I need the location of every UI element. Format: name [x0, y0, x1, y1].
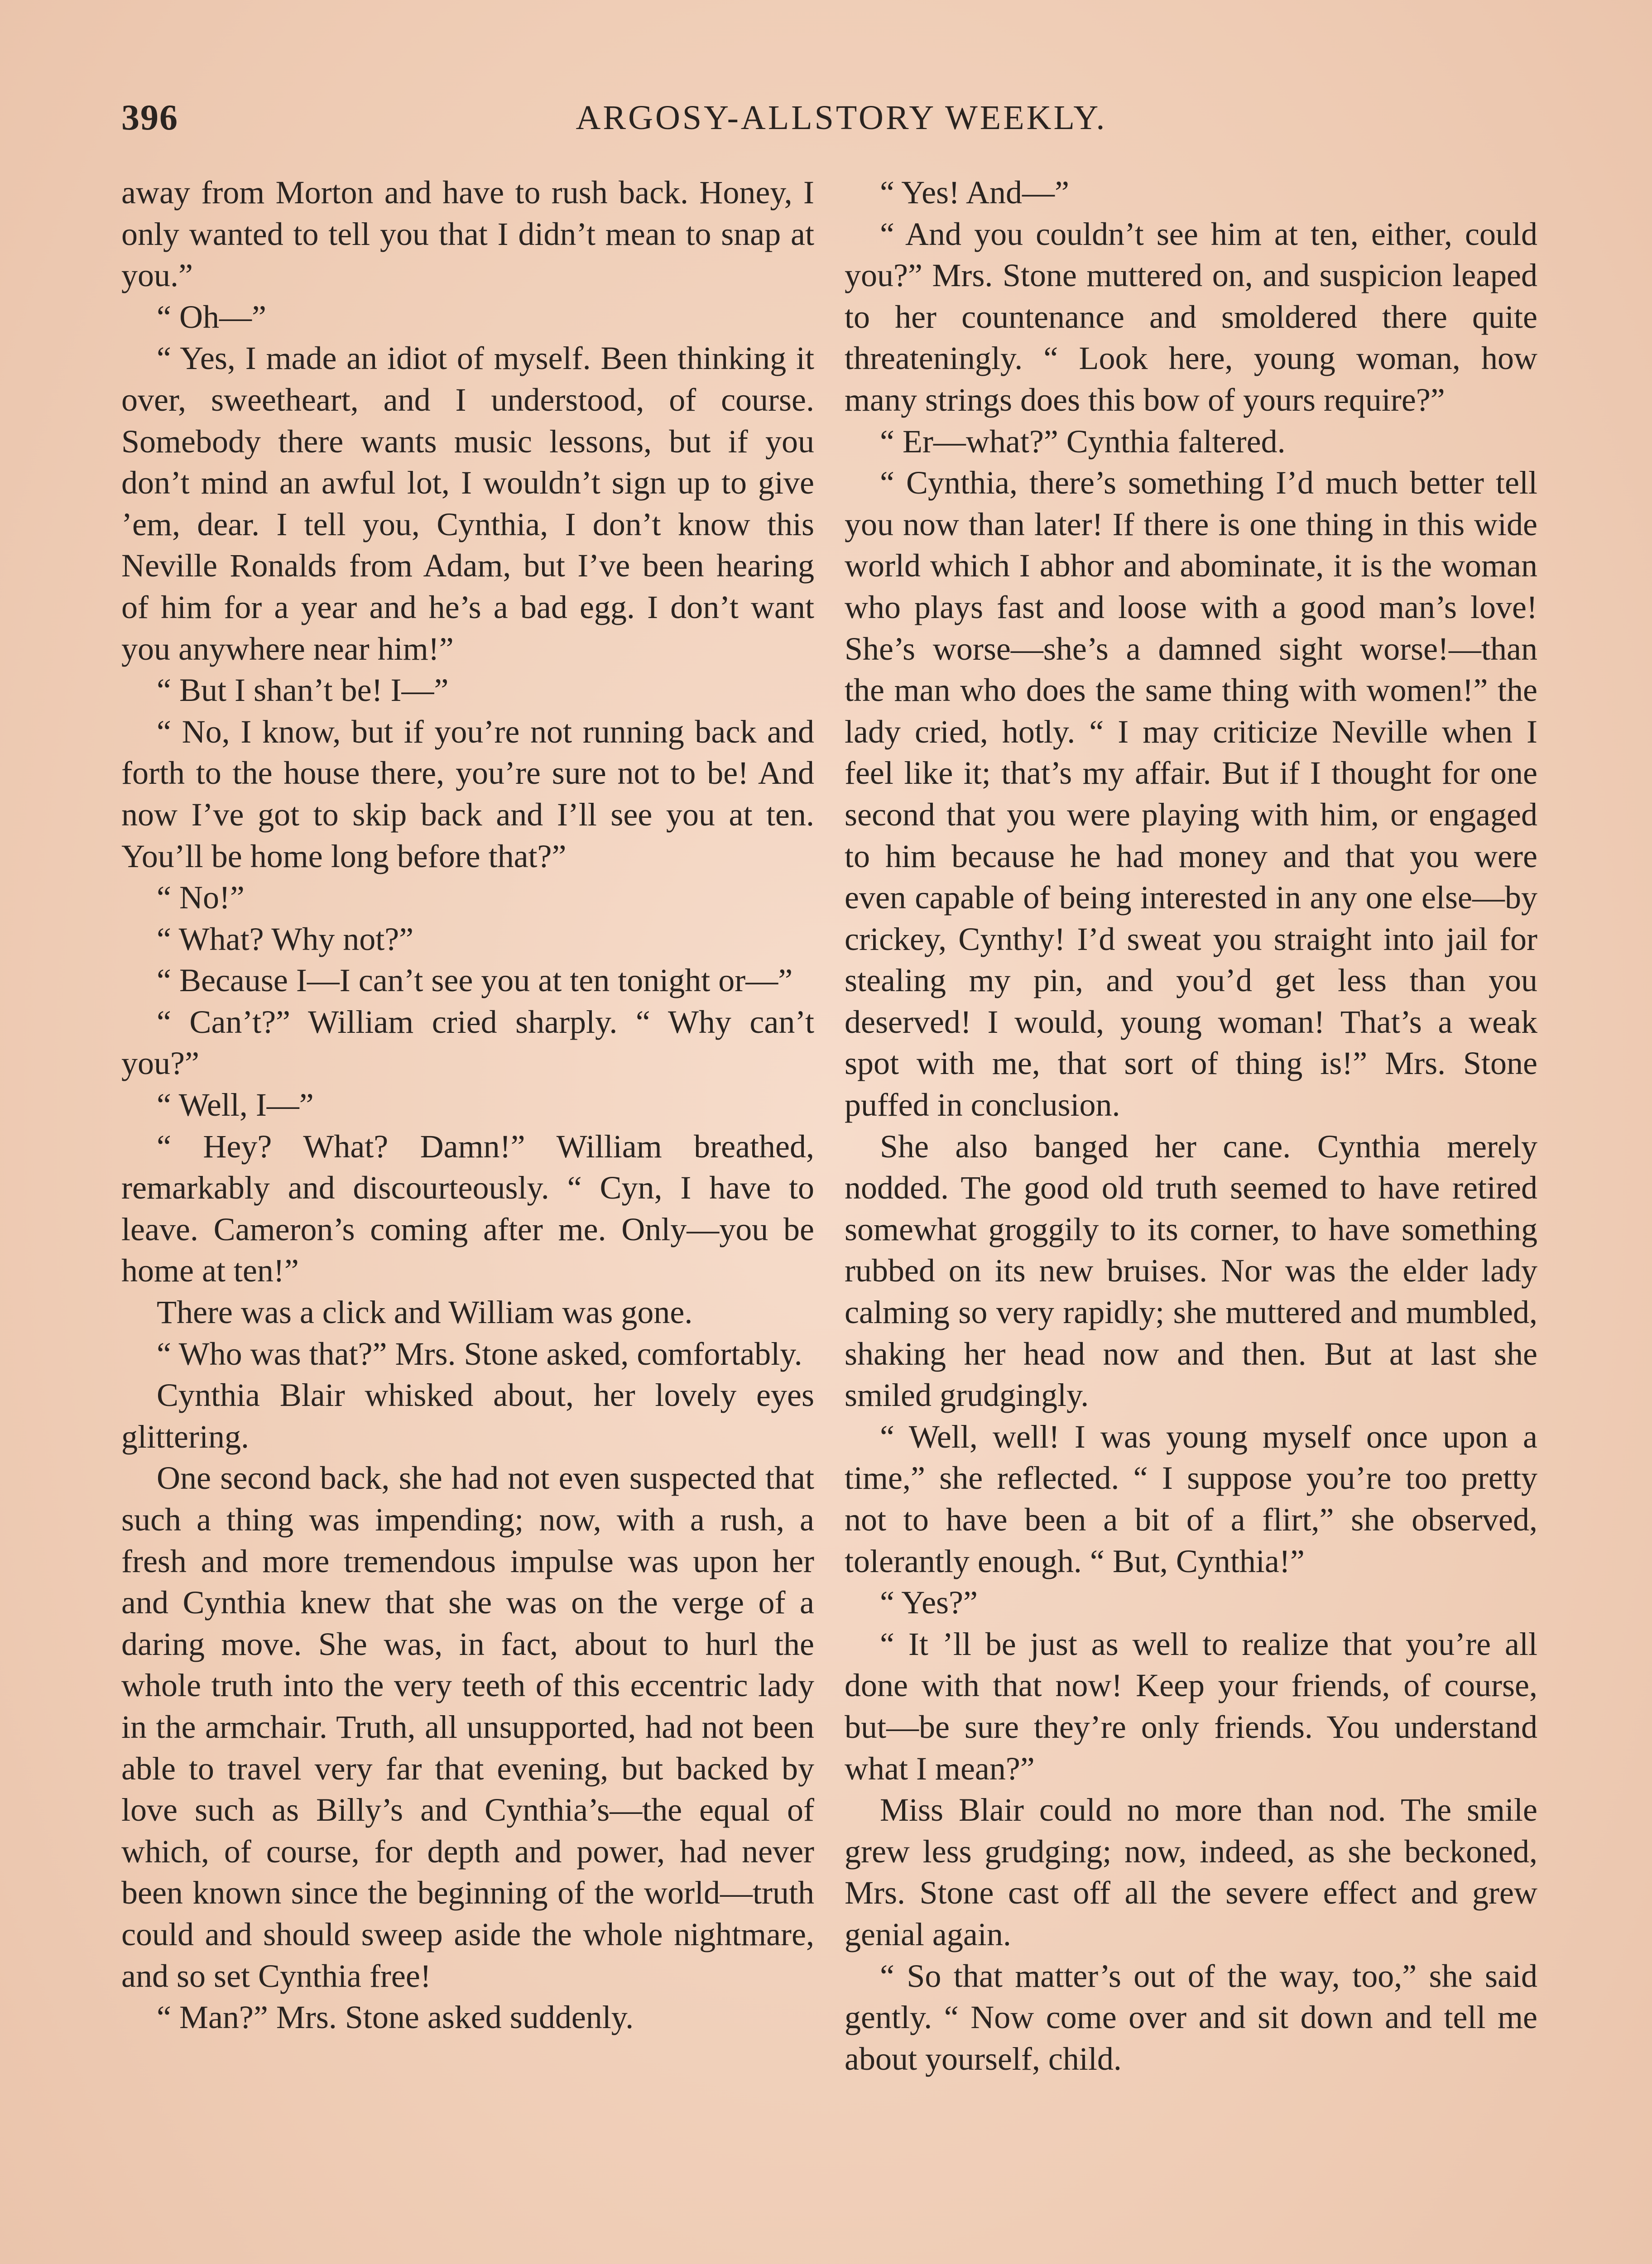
page-header: [121, 91, 1561, 145]
paragraph: “ It ’ll be just as well to realize that you’re all done with that now! Keep your friends, of course, but—be sure they’re only friends. You understand what I mean?”: [845, 1626, 1537, 1787]
paragraph: “ What? Why not?”: [157, 921, 414, 957]
paragraph: “ Well, well! I was young myself once upon a time,” she reflected. “ I suppose you’re too pretty not to have been a bit of a flirt,” she observed, tolerantly enough. “ But, Cynthia!”: [845, 1418, 1537, 1579]
paragraph: “ Cynthia, there’s something I’d much better tell you now than later! If there is one thing in this wide world which I abhor and abominate, it is the woman who plays fast and loose with a good man’s love! She’s worse—she’s a damned sight worse!—than the man who does the same thing with women!” the lady cried, hotly. “ I may criticize Neville when I feel like it; that’s my affair. But if I thought for one second that you were playing with him, or engaged to him because he had money and that you were even capable of being interested in any one else—by crickey, Cynthy! I’d sweat you straight into jail for stealing my pin, and you’d get less than you deserved! I would, young woman! That’s a weak spot with me, that sort of thing is!” Mrs. Stone puffed in conclusion.: [845, 465, 1537, 1123]
paragraph: “ Man?” Mrs. Stone asked suddenly.: [157, 1999, 634, 2036]
paragraph: Cynthia Blair whisked about, her lovely eyes glittering.: [121, 1377, 814, 1455]
paragraph: “ No!”: [157, 879, 245, 916]
paragraph: “ Well, I—”: [157, 1087, 314, 1123]
paragraph: “ Oh—”: [157, 298, 266, 335]
paragraph: “ But I shan’t be! I—”: [157, 672, 449, 709]
paragraph: “ Er—what?” Cynthia faltered.: [880, 423, 1286, 460]
paragraph: “ Yes?”: [880, 1584, 978, 1621]
paragraph: “ So that matter’s out of the way, too,” she said gently. “ Now come over and sit down and tell me about yourself, child.: [845, 1957, 1537, 2077]
paragraph: One second back, she had not even suspected that such a thing was impending; now, with a rush, a fresh and more tremendous impulse was upon her and Cynthia knew that she was on the verge of a daring move. She was, in fact, about to hurl the whole truth into the very teeth of this eccentric lady in the armchair. Truth, all unsupported, had not been able to travel very far that evening, but backed by love such as Billy’s and Cynthia’s—the equal of which, of course, for depth and power, had never been known since the beginning of the world—truth could and should sweep aside the whole nightmare, and so set Cynthia free!: [121, 1460, 814, 1994]
paragraph: “ Can’t?” William cried sharply. “ Why can’t you?”: [121, 1003, 814, 1082]
paragraph: “ Yes, I made an idiot of myself. Been thinking it over, sweetheart, and I understood, of course. Somebody there wants music lessons, but if you don’t mind an awful lot, I wouldn’t sign up to give ’em, dear. I tell you, Cynthia, I don’t know this Neville Ronalds from Adam, but I’ve been hearing of him for a year and he’s a bad egg. I don’t want you anywhere near him!”: [121, 340, 814, 667]
running-head: ARGOSY-ALLSTORY WEEKLY.: [576, 99, 1107, 137]
paragraph: away from Morton and have to rush back. Honey, I only wanted to tell you that I didn’t mean to snap at you.”: [121, 174, 814, 294]
paragraph: “ Yes! And—”: [880, 174, 1070, 211]
left-column: [121, 172, 814, 2039]
paragraph: “ Hey? What? Damn!” William breathed, remarkably and discourteously. “ Cyn, I have to leave. Cameron’s coming after me. Only—you be home at ten!”: [121, 1128, 814, 1289]
paragraph: “ Because I—I can’t see you at ten tonight or—”: [157, 962, 793, 999]
paragraph: Miss Blair could no more than nod. The smile grew less grudging; now, indeed, as she beckoned, Mrs. Stone cast off all the severe effect and grew genial again.: [845, 1792, 1537, 1952]
paragraph: There was a click and William was gone.: [157, 1294, 693, 1331]
paragraph: “ And you couldn’t see him at ten, either, could you?” Mrs. Stone muttered on, and suspicion leaped to her countenance and smoldered there quite threateningly. “ Look here, young woman, how many strings does this bow of yours require?”: [845, 216, 1537, 418]
paragraph: “ Who was that?” Mrs. Stone asked, comfortably.: [157, 1335, 802, 1372]
paragraph: She also banged her cane. Cynthia merely nodded. The good old truth seemed to have retired somewhat groggily to its corner, to have something rubbed on its new bruises. Nor was the elder lady calming so very rapidly; she muttered and mumbled, shaking her head now and then. But at last she smiled grudgingly.: [845, 1128, 1537, 1414]
paragraph: “ No, I know, but if you’re not running back and forth to the house there, you’re sure not to be! And now I’ve got to skip back and I’ll see you at ten. You’ll be home long before that?”: [121, 713, 814, 874]
right-column: [845, 172, 1537, 2080]
page-number: 396: [121, 98, 178, 138]
